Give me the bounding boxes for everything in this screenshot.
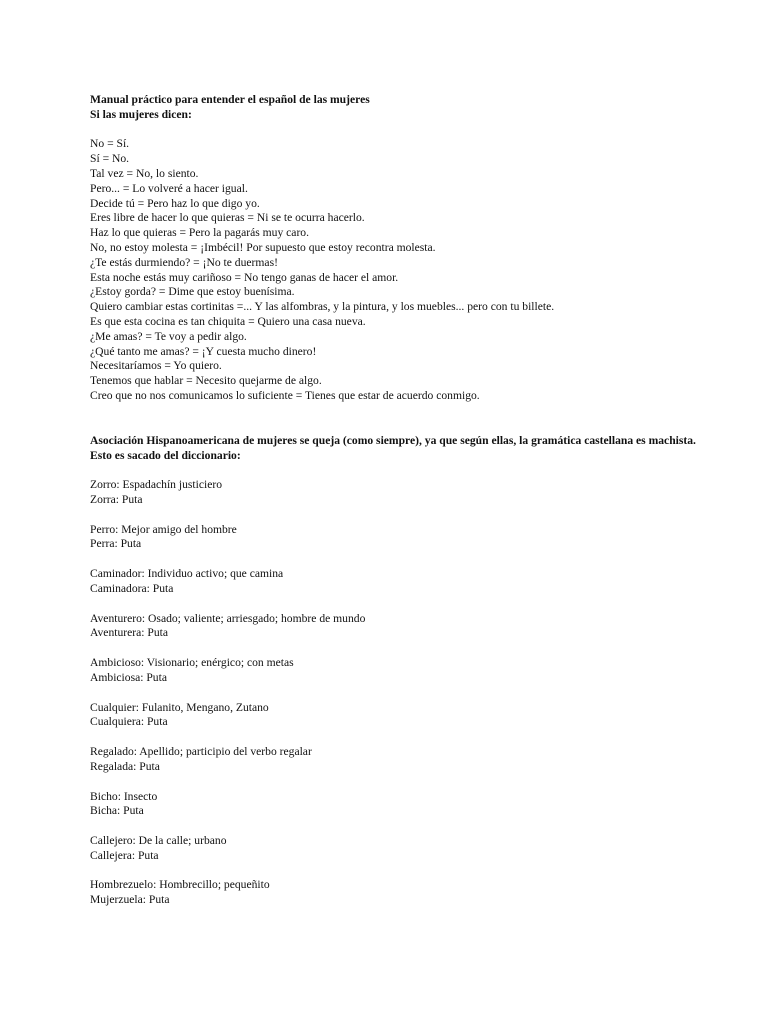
manual-subtitle: Si las mujeres dicen:	[90, 107, 192, 121]
manual-line: No, no estoy molesta = ¡Imbécil! Por supuesto que estoy recontra molesta.	[90, 240, 436, 254]
feminine-definition: Ambiciosa: Puta	[90, 670, 167, 684]
spacer	[90, 123, 710, 138]
manual-title: Manual práctico para entender el español de las mujeres	[90, 93, 370, 106]
diccionario-subheading: Esto es sacado del diccionario:	[90, 448, 241, 462]
masculine-definition: Perro: Mejor amigo del hombre	[90, 522, 237, 536]
manual-line: Haz lo que quieras = Pero la pagarás muy caro.	[90, 226, 310, 240]
diccionario-heading: Asociación Hispanoamericana de mujeres se queja (como siempre), ya que según ellas, la gramática castellana es machista.	[90, 433, 696, 447]
document-body	[90, 93, 710, 923]
manual-line: Esta noche estás muy cariñoso = No tengo ganas de hacer el amor.	[90, 270, 399, 284]
feminine-definition: Cualquiera: Puta	[90, 715, 168, 729]
masculine-definition: Caminador: Individuo activo; que camina	[90, 567, 284, 581]
definition-pair	[90, 656, 710, 686]
feminine-definition: Caminadora: Puta	[90, 581, 174, 595]
manual-line: No = Sí.	[90, 137, 130, 151]
manual-list	[90, 137, 710, 403]
feminine-definition: Perra: Puta	[90, 537, 142, 551]
manual-line: ¿Me amas? = Te voy a pedir algo.	[90, 329, 247, 343]
feminine-definition: Mujerzuela: Puta	[90, 893, 170, 907]
manual-line: Pero... = Lo volveré a hacer igual.	[90, 181, 248, 195]
feminine-definition: Bicha: Puta	[90, 804, 144, 818]
definition-pair	[90, 478, 710, 508]
masculine-definition: Cualquier: Fulanito, Mengano, Zutano	[90, 700, 269, 714]
definition-pair	[90, 612, 710, 642]
definition-pair	[90, 834, 710, 864]
masculine-definition: Ambicioso: Visionario; enérgico; con metas	[90, 656, 294, 670]
definition-pair	[90, 523, 710, 553]
definition-pair	[90, 878, 710, 908]
diccionario-list	[90, 478, 710, 908]
manual-line: Creo que no nos comunicamos lo suficiente = Tienes que estar de acuerdo conmigo.	[90, 388, 480, 402]
definition-pair	[90, 790, 710, 820]
masculine-definition: Regalado: Apellido; participio del verbo regalar	[90, 745, 312, 759]
masculine-definition: Aventurero: Osado; valiente; arriesgado; hombre de mundo	[90, 611, 366, 625]
manual-line: Sí = No.	[90, 152, 130, 166]
manual-line: ¿Te estás durmiendo? = ¡No te duermas!	[90, 255, 278, 269]
feminine-definition: Regalada: Puta	[90, 759, 160, 773]
definition-pair	[90, 567, 710, 597]
feminine-definition: Callejera: Puta	[90, 848, 159, 862]
manual-line: Tenemos que hablar = Necesito quejarme de algo.	[90, 374, 322, 388]
spacer	[90, 463, 710, 478]
manual-line: Quiero cambiar estas cortinitas =... Y las alfombras, y la pintura, y los muebles... pero con tu billete.	[90, 300, 555, 314]
spacer	[90, 404, 710, 434]
manual-line: Necesitaríamos = Yo quiero.	[90, 359, 222, 373]
manual-line: Tal vez = No, lo siento.	[90, 166, 199, 180]
definition-pair	[90, 745, 710, 775]
manual-line: Decide tú = Pero haz lo que digo yo.	[90, 196, 260, 210]
manual-line: ¿Qué tanto me amas? = ¡Y cuesta mucho dinero!	[90, 344, 317, 358]
manual-line: Eres libre de hacer lo que quieras = Ni se te ocurra hacerlo.	[90, 211, 365, 225]
feminine-definition: Zorra: Puta	[90, 492, 143, 506]
definition-pair	[90, 701, 710, 731]
masculine-definition: Callejero: De la calle; urbano	[90, 834, 227, 847]
manual-line: ¿Estoy gorda? = Dime que estoy buenísima.	[90, 285, 295, 299]
masculine-definition: Zorro: Espadachín justiciero	[90, 478, 222, 492]
feminine-definition: Aventurera: Puta	[90, 626, 169, 640]
manual-line: Es que esta cocina es tan chiquita = Quiero una casa nueva.	[90, 314, 366, 328]
masculine-definition: Bicho: Insecto	[90, 789, 158, 803]
masculine-definition: Hombrezuelo: Hombrecillo; pequeñito	[90, 878, 270, 892]
